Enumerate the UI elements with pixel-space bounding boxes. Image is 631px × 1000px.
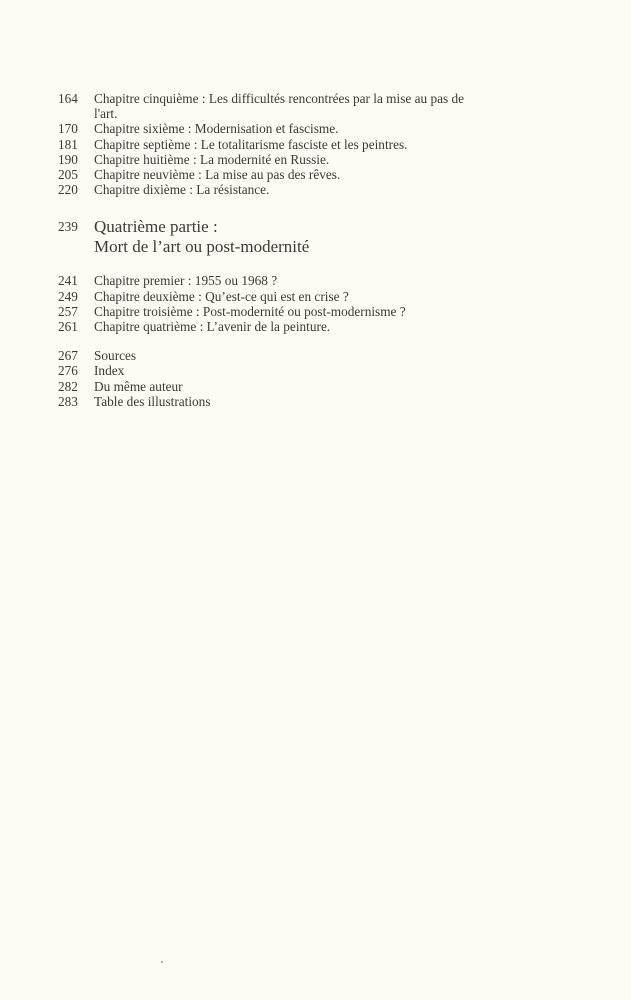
entry-title-line2: l'art. — [94, 106, 118, 122]
part-title-line1: Quatrième partie : — [94, 217, 218, 237]
entry-title: Chapitre quatrième : L’avenir de la peinture. — [94, 319, 331, 335]
toc-entry — [58, 273, 558, 288]
toc-entry — [58, 363, 558, 378]
page-number: 276 — [58, 363, 78, 379]
toc-entry — [58, 289, 558, 304]
page-number: 241 — [58, 273, 78, 289]
page-number: 282 — [58, 378, 78, 394]
page-number: 261 — [58, 319, 78, 335]
entry-title: Chapitre neuvième : La mise au pas des rêves. — [94, 167, 341, 183]
toc-entry — [58, 304, 558, 319]
page-number: 239 — [58, 219, 78, 235]
entry-title: Chapitre deuxième : Qu’est-ce qui est en crise ? — [94, 288, 349, 304]
toc-entry — [58, 137, 558, 152]
spacer — [58, 257, 558, 273]
entry-title-line1: Chapitre cinquième : Les difficultés rencontrées par la mise au pas de — [94, 91, 465, 106]
toc-entry — [58, 167, 558, 182]
toc-entry — [58, 91, 558, 121]
entry-title: Chapitre dixième : La résistance. — [94, 182, 270, 198]
part-heading — [58, 217, 558, 257]
entry-title: Chapitre troisième : Post-modernité ou post-modernisme ? — [94, 303, 406, 319]
part-title — [94, 217, 558, 257]
table-of-contents — [58, 91, 558, 409]
page-number: 170 — [58, 121, 78, 137]
toc-entry — [58, 348, 558, 363]
page-number: 257 — [58, 303, 78, 319]
toc-entry — [58, 152, 558, 167]
page-number: 220 — [58, 182, 78, 198]
page-number: 181 — [58, 136, 78, 152]
print-speck — [161, 961, 163, 963]
page-number: 164 — [58, 91, 78, 106]
entry-title: Chapitre septième : Le totalitarisme fasciste et les peintres. — [94, 136, 408, 152]
toc-entry — [58, 319, 558, 334]
spacer — [58, 334, 558, 348]
page-number: 283 — [58, 393, 78, 409]
entry-title: Chapitre premier : 1955 ou 1968 ? — [94, 273, 278, 289]
toc-entry — [58, 182, 558, 197]
toc-entry — [58, 379, 558, 394]
page-number: 190 — [58, 151, 78, 167]
entry-title: Chapitre huitième : La modernité en Russie. — [94, 151, 330, 167]
page-number: 267 — [58, 348, 78, 364]
page-number: 249 — [58, 288, 78, 304]
entry-title: Chapitre sixième : Modernisation et fascisme. — [94, 121, 339, 137]
entry-title: Table des illustrations — [94, 393, 211, 409]
entry-title: Index — [94, 363, 125, 379]
entry-title: Du même auteur — [94, 378, 183, 394]
page-number: 205 — [58, 167, 78, 183]
toc-entry — [58, 121, 558, 136]
toc-entry — [58, 394, 558, 409]
entry-title — [94, 91, 558, 121]
part-title-line2: Mort de l’art ou post-modernité — [94, 237, 310, 257]
entry-title: Sources — [94, 348, 137, 364]
